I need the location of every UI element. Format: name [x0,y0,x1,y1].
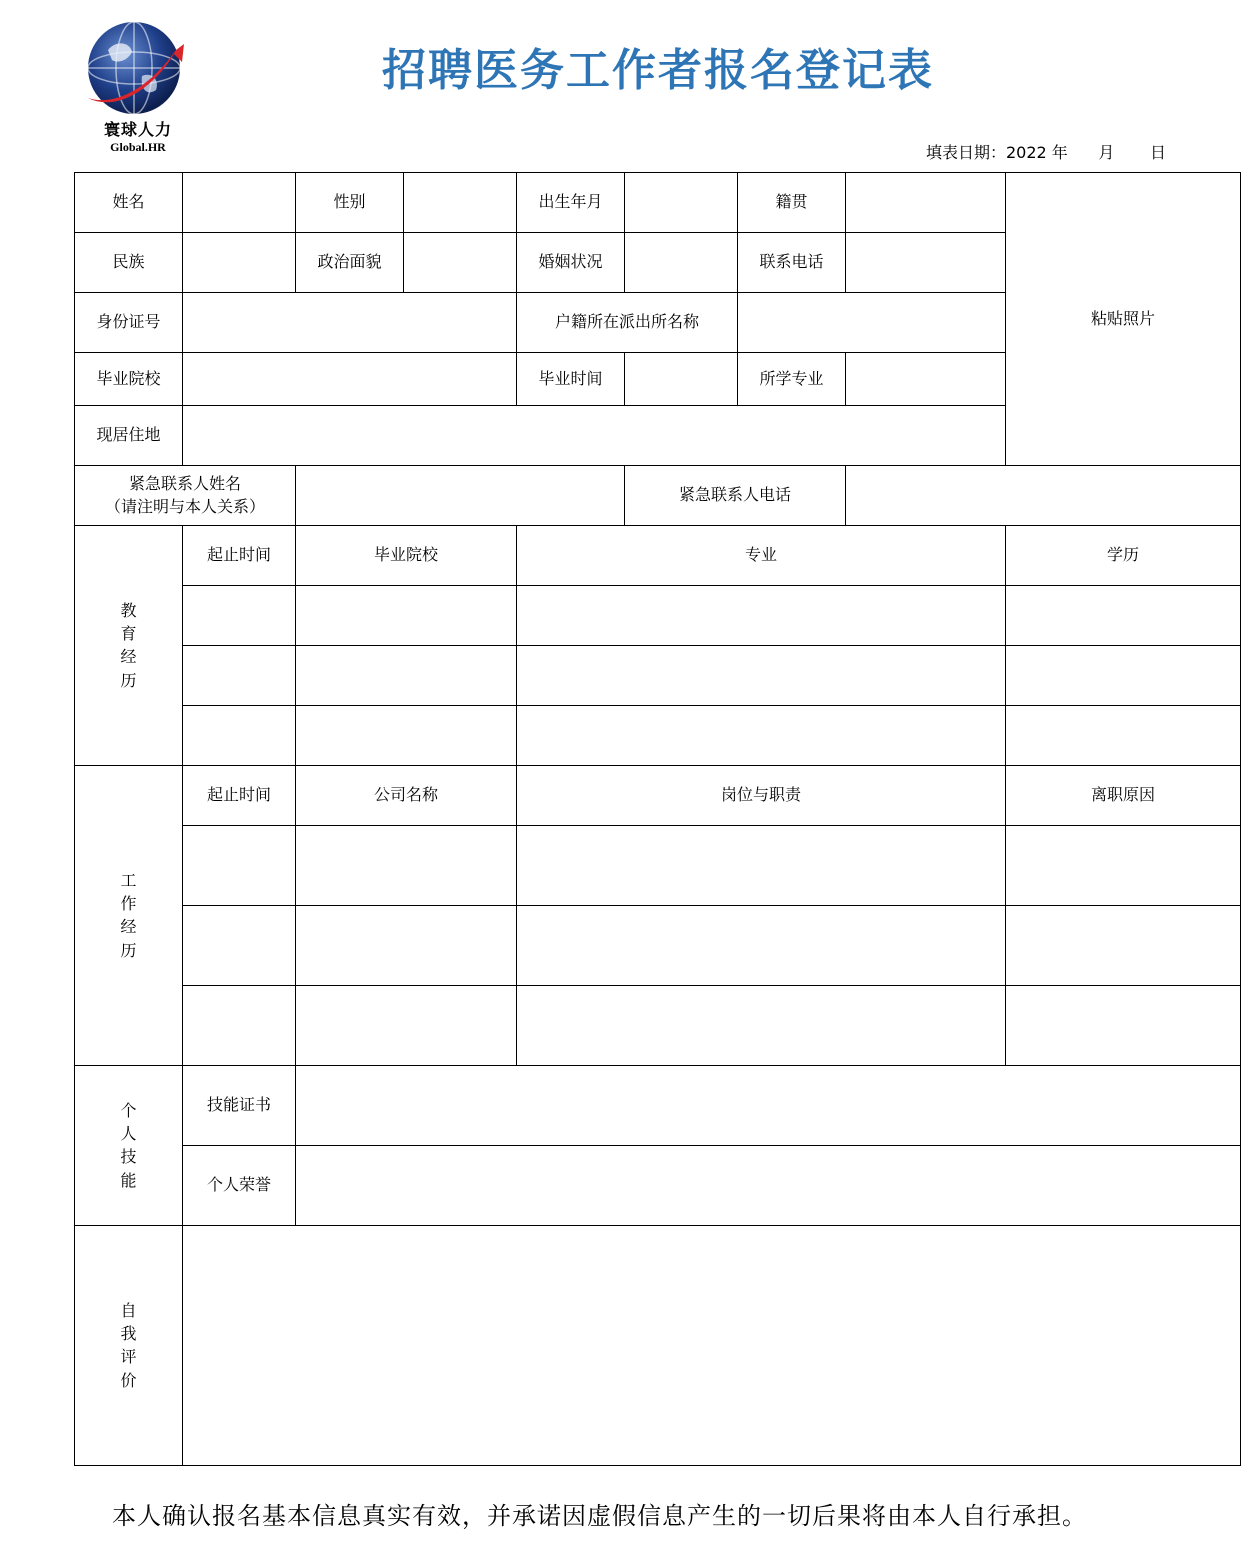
label-native-place: 籍贯 [738,173,846,233]
work-cell-position[interactable] [517,986,1006,1066]
label-emergency-name [75,466,296,526]
edu-cell-school[interactable] [296,586,517,646]
globe-arrow-icon [82,20,194,116]
label-ethnicity: 民族 [75,233,183,293]
section-education-char: 经 [120,647,137,667]
section-self-evaluation-char: 我 [120,1324,137,1344]
work-cell-company[interactable] [296,986,517,1066]
section-work-char: 历 [120,940,137,960]
work-cell-period[interactable] [183,826,296,906]
work-header-leave-reason: 离职原因 [1006,766,1241,826]
work-cell-company[interactable] [296,906,517,986]
label-police-station: 户籍所在派出所名称 [517,293,738,353]
edu-cell-school[interactable] [296,646,517,706]
label-phone: 联系电话 [738,233,846,293]
work-cell-leave-reason[interactable] [1006,826,1241,906]
field-address[interactable] [183,406,1006,466]
edu-header-period: 起止时间 [183,526,296,586]
field-ethnicity[interactable] [183,233,296,293]
label-emergency-name-line2: （请注明与本人关系） [104,496,265,516]
edu-cell-major[interactable] [517,586,1006,646]
field-police-station[interactable] [738,293,1006,353]
field-honors[interactable] [296,1146,1241,1226]
edu-cell-period[interactable] [183,646,296,706]
work-header-company: 公司名称 [296,766,517,826]
work-cell-leave-reason[interactable] [1006,986,1241,1066]
section-self-evaluation-char: 价 [120,1370,137,1390]
field-certificates[interactable] [296,1066,1241,1146]
edu-cell-degree[interactable] [1006,646,1241,706]
work-cell-company[interactable] [296,826,517,906]
work-header-position: 岗位与职责 [517,766,1006,826]
section-self-evaluation-char: 评 [120,1347,137,1367]
field-phone[interactable] [846,233,1006,293]
section-education-char: 教 [120,601,137,621]
section-work-char: 经 [120,917,137,937]
edu-cell-major[interactable] [517,646,1006,706]
field-native-place[interactable] [846,173,1006,233]
section-skills [75,1066,183,1226]
field-name[interactable] [183,173,296,233]
label-emergency-phone: 紧急联系人电话 [625,466,846,526]
label-certificates: 技能证书 [183,1066,296,1146]
section-self-evaluation [75,1226,183,1466]
field-id-number[interactable] [183,293,517,353]
section-skills-char: 个 [120,1101,137,1121]
fill-date-label: 填表日期：2022 年 [926,143,1068,162]
fill-date-day: 日 [1149,143,1166,162]
edu-header-major: 专业 [517,526,1006,586]
label-address: 现居住地 [75,406,183,466]
section-work-char: 作 [120,894,137,914]
label-birth: 出生年月 [517,173,625,233]
work-cell-period[interactable] [183,906,296,986]
work-cell-leave-reason[interactable] [1006,906,1241,986]
section-education-char: 历 [120,670,137,690]
field-gender[interactable] [404,173,517,233]
pledge-statement: 本人确认报名基本信息真实有效，并承诺因虚假信息产生的一切后果将由本人自行承担。 [112,1502,1087,1530]
label-marital-status: 婚姻状况 [517,233,625,293]
logo-name-en: Global.HR [110,140,166,154]
field-graduate-time[interactable] [625,353,738,406]
label-name: 姓名 [75,173,183,233]
field-birth[interactable] [625,173,738,233]
edu-cell-period[interactable] [183,706,296,766]
field-emergency-name[interactable] [296,466,625,526]
edu-cell-school[interactable] [296,706,517,766]
work-cell-period[interactable] [183,986,296,1066]
work-header-period: 起止时间 [183,766,296,826]
label-id-number: 身份证号 [75,293,183,353]
registration-form [74,172,1241,1466]
company-logo [82,20,194,160]
logo-name-cn: 寰球人力 [103,120,172,139]
fill-date [926,140,1166,163]
edu-cell-degree[interactable] [1006,586,1241,646]
label-gender: 性别 [296,173,404,233]
section-work-char: 工 [120,871,137,891]
section-skills-char: 人 [120,1124,137,1144]
page-title: 招聘医务工作者报名登记表 [382,45,934,96]
work-cell-position[interactable] [517,826,1006,906]
edu-cell-degree[interactable] [1006,706,1241,766]
edu-cell-period[interactable] [183,586,296,646]
section-education [75,526,183,766]
photo-box[interactable]: 粘贴照片 [1006,173,1241,466]
section-skills-char: 技 [120,1147,137,1167]
label-emergency-name-line1: 紧急联系人姓名 [128,474,241,494]
label-honors: 个人荣誉 [183,1146,296,1226]
work-cell-position[interactable] [517,906,1006,986]
edu-header-school: 毕业院校 [296,526,517,586]
label-major: 所学专业 [738,353,846,406]
field-graduate-school[interactable] [183,353,517,406]
section-education-char: 育 [120,624,137,644]
field-self-evaluation[interactable] [183,1226,1241,1466]
section-skills-char: 能 [120,1170,137,1190]
field-major[interactable] [846,353,1006,406]
edu-header-degree: 学历 [1006,526,1241,586]
section-self-evaluation-char: 自 [120,1301,137,1321]
field-political-status[interactable] [404,233,517,293]
edu-cell-major[interactable] [517,706,1006,766]
label-political-status: 政治面貌 [296,233,404,293]
field-emergency-phone[interactable] [846,466,1241,526]
fill-date-month: 月 [1098,143,1115,162]
field-marital-status[interactable] [625,233,738,293]
section-work [75,766,183,1066]
label-graduate-time: 毕业时间 [517,353,625,406]
label-graduate-school: 毕业院校 [75,353,183,406]
